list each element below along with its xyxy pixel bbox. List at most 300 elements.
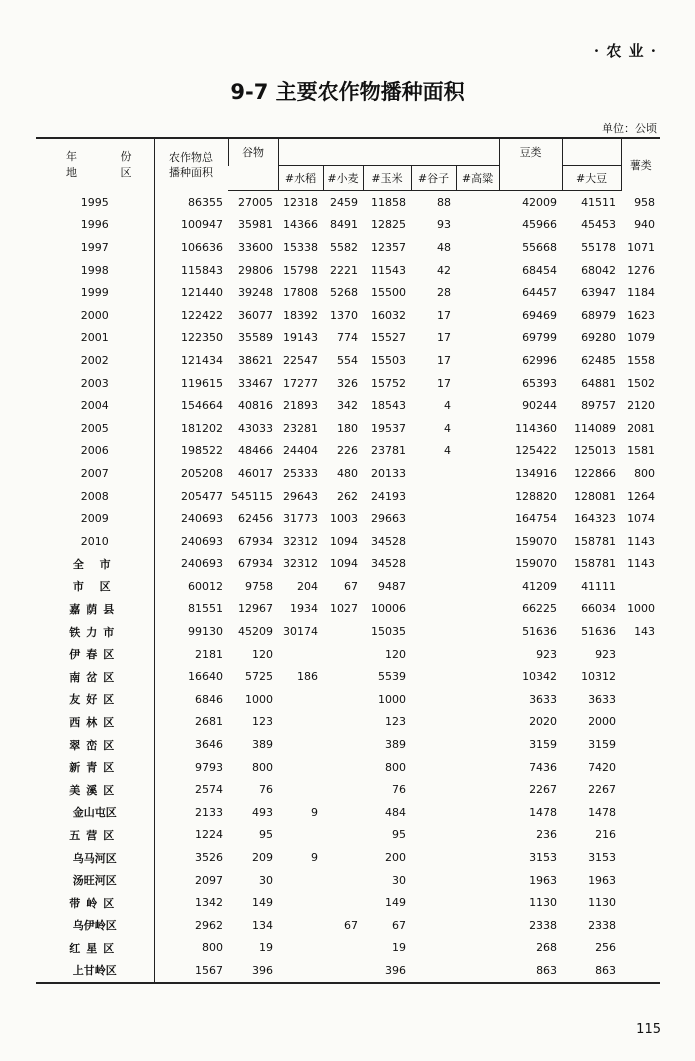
cell-beans: 51636 — [522, 625, 558, 639]
row-label: 2000 — [36, 304, 154, 327]
cell-rice: 204 — [297, 579, 318, 593]
cell-millet: 17 — [437, 308, 451, 322]
table-row — [36, 462, 660, 485]
header-region-line1: 年 份 — [66, 149, 152, 163]
cell-millet — [411, 665, 456, 688]
table-title: 9-7 主要农作物播种面积 — [230, 80, 465, 104]
cell-wheat — [323, 869, 363, 892]
cell-beans: 1478 — [529, 805, 558, 819]
table-row — [36, 778, 660, 801]
cell-millet — [411, 507, 456, 530]
cell-millet: 88 — [437, 195, 451, 209]
cell-tubers: 1581 — [627, 444, 656, 458]
cell-sorghum — [456, 394, 499, 417]
cell-soybean: 55178 — [581, 240, 617, 254]
cell-total: 86355 — [188, 195, 223, 209]
cell-wheat: 180 — [337, 421, 358, 435]
cell-rice: 21893 — [283, 399, 318, 413]
cell-sorghum — [456, 507, 499, 530]
cell-grain: 123 — [252, 715, 273, 729]
cell-corn: 15752 — [371, 376, 406, 390]
cell-grain: 545115 — [231, 489, 273, 503]
cell-millet — [411, 643, 456, 666]
header-grain-sub-spacer — [278, 138, 499, 166]
header-soybean: #大豆 — [562, 166, 621, 191]
cell-soybean: 863 — [562, 959, 621, 983]
table-row — [36, 553, 660, 576]
table-header — [36, 138, 660, 191]
cell-total: 6846 — [195, 692, 223, 706]
cell-sorghum — [456, 598, 499, 621]
table-row — [36, 846, 660, 869]
cell-beans: 863 — [499, 959, 562, 983]
cell-total: 2574 — [195, 783, 223, 797]
cell-soybean: 128081 — [574, 489, 617, 503]
cell-millet: 28 — [437, 286, 451, 300]
table-row — [36, 349, 660, 372]
cell-grain: 35589 — [238, 331, 273, 345]
cell-wheat — [323, 778, 363, 801]
cell-grain: 12967 — [238, 602, 273, 616]
cell-beans: 69799 — [522, 331, 558, 345]
row-label: 2008 — [36, 485, 154, 508]
cell-grain: 35981 — [238, 218, 273, 232]
cell-tubers: 1143 — [627, 534, 656, 548]
cell-corn: 29663 — [371, 512, 406, 526]
cell-rice: 18392 — [283, 308, 318, 322]
cell-grain: 62456 — [238, 512, 273, 526]
cell-sorghum — [456, 846, 499, 869]
cell-total: 60012 — [188, 579, 223, 593]
cell-corn: 11858 — [371, 195, 406, 209]
cell-grain: 389 — [252, 738, 273, 752]
cell-beans: 1963 — [529, 873, 558, 887]
cell-beans: 7436 — [529, 760, 558, 774]
cell-grain: 134 — [252, 918, 273, 932]
cell-grain: 67934 — [238, 557, 273, 571]
cell-corn: 19537 — [371, 421, 406, 435]
cell-wheat — [323, 801, 363, 824]
cell-beans: 236 — [536, 828, 558, 842]
cell-soybean: 66034 — [581, 602, 617, 616]
cell-wheat — [323, 688, 363, 711]
cell-beans: 65393 — [522, 376, 558, 390]
cell-wheat — [323, 891, 363, 914]
cell-soybean: 3633 — [588, 692, 617, 706]
cell-corn: 200 — [385, 851, 406, 865]
cell-tubers: 958 — [634, 195, 656, 209]
row-label: 金山屯区 — [36, 801, 154, 824]
cell-grain: 76 — [259, 783, 273, 797]
cell-corn: 20133 — [371, 466, 406, 480]
row-label: 西林区 — [36, 711, 154, 734]
table-row — [36, 236, 660, 259]
cell-rice — [278, 937, 323, 960]
cell-corn: 16032 — [371, 308, 406, 322]
cell-beans: 159070 — [515, 534, 558, 548]
cell-total: 119615 — [181, 376, 223, 390]
cell-beans: 42009 — [522, 195, 558, 209]
cell-corn: 800 — [385, 760, 406, 774]
cell-millet: 4 — [444, 444, 451, 458]
cell-tubers — [621, 937, 660, 960]
cell-beans: 64457 — [522, 286, 558, 300]
cell-tubers — [621, 959, 660, 983]
cell-grain: 30 — [259, 873, 273, 887]
cell-sorghum — [456, 801, 499, 824]
cell-wheat — [323, 665, 363, 688]
cell-rice — [278, 643, 323, 666]
cell-sorghum — [456, 485, 499, 508]
cell-total: 205477 — [181, 489, 223, 503]
cell-soybean: 2338 — [588, 918, 617, 932]
cell-sorghum — [456, 214, 499, 237]
row-label: 2006 — [36, 440, 154, 463]
row-label: 1997 — [36, 236, 154, 259]
cell-sorghum — [456, 236, 499, 259]
cell-wheat: 67 — [344, 918, 358, 932]
cell-beans: 90244 — [522, 399, 558, 413]
cell-sorghum — [456, 959, 499, 983]
cell-millet — [411, 937, 456, 960]
cell-soybean: 3159 — [588, 738, 617, 752]
cell-rice: 1934 — [290, 602, 318, 616]
cell-corn: 5539 — [378, 670, 406, 684]
cell-rice: 14366 — [283, 218, 318, 232]
cell-tubers — [621, 778, 660, 801]
cell-total: 198522 — [181, 444, 223, 458]
cell-wheat: 480 — [337, 466, 358, 480]
cell-grain: 209 — [252, 851, 273, 865]
table-row — [36, 688, 660, 711]
cell-tubers — [621, 914, 660, 937]
cell-wheat — [323, 643, 363, 666]
cell-total: 3646 — [195, 738, 223, 752]
cell-grain: 9758 — [245, 579, 273, 593]
cell-soybean: 1130 — [588, 896, 617, 910]
cell-total: 240693 — [181, 534, 223, 548]
cell-grain: 1000 — [245, 692, 273, 706]
cell-soybean: 89757 — [581, 399, 617, 413]
row-label: 1998 — [36, 259, 154, 282]
row-label: 五营区 — [36, 824, 154, 847]
cell-wheat: 2221 — [330, 263, 358, 277]
cell-sorghum — [456, 688, 499, 711]
cell-millet — [411, 711, 456, 734]
cell-soybean: 7420 — [588, 760, 617, 774]
cell-total: 115843 — [181, 263, 223, 277]
table-row — [36, 620, 660, 643]
table-row — [36, 869, 660, 892]
cell-beans: 10342 — [522, 670, 558, 684]
table-row — [36, 281, 660, 304]
cell-beans: 2338 — [529, 918, 558, 932]
cell-sorghum — [456, 756, 499, 779]
table-row — [36, 440, 660, 463]
row-label: 市 区 — [36, 575, 154, 598]
header-total — [154, 138, 228, 191]
cell-grain: 33600 — [238, 240, 273, 254]
cell-soybean: 122866 — [574, 466, 617, 480]
cell-grain: 95 — [259, 828, 273, 842]
header-grain-lower — [228, 166, 278, 191]
cell-soybean: 68979 — [581, 308, 617, 322]
row-label: 2009 — [36, 507, 154, 530]
cell-millet: 17 — [437, 376, 451, 390]
cell-millet — [411, 530, 456, 553]
cell-tubers — [621, 824, 660, 847]
cell-rice — [278, 756, 323, 779]
cell-wheat: 1094 — [330, 557, 358, 571]
cell-tubers — [621, 869, 660, 892]
cell-rice: 22547 — [283, 353, 318, 367]
cell-tubers: 1264 — [627, 489, 656, 503]
header-beans-lower — [499, 166, 562, 191]
cell-soybean: 158781 — [574, 557, 617, 571]
row-label: 铁力市 — [36, 620, 154, 643]
cell-beans: 164754 — [515, 512, 558, 526]
cell-rice — [278, 824, 323, 847]
cell-total: 81551 — [188, 602, 223, 616]
cell-soybean: 41111 — [581, 579, 617, 593]
header-corn: #玉米 — [363, 166, 411, 191]
cell-sorghum — [456, 914, 499, 937]
row-label: 2002 — [36, 349, 154, 372]
cell-rice: 32312 — [283, 534, 318, 548]
cell-wheat — [323, 959, 363, 983]
cell-grain: 493 — [252, 805, 273, 819]
cell-wheat — [323, 846, 363, 869]
cell-beans: 923 — [536, 647, 558, 661]
cell-total: 181202 — [181, 421, 223, 435]
cell-soybean: 256 — [595, 941, 617, 955]
cell-total: 99130 — [188, 625, 223, 639]
cell-tubers: 1074 — [627, 512, 656, 526]
cell-rice: 24404 — [283, 444, 318, 458]
table-row — [36, 327, 660, 350]
cell-grain: 39248 — [238, 286, 273, 300]
header-wheat: #小麦 — [323, 166, 363, 191]
header-total-line1: 农作物总 — [169, 150, 213, 164]
table-row — [36, 733, 660, 756]
cell-tubers — [621, 688, 660, 711]
cell-grain: 33467 — [238, 376, 273, 390]
cell-wheat: 326 — [337, 376, 358, 390]
header-total-line2: 播种面积 — [169, 165, 213, 179]
cell-corn: 484 — [385, 805, 406, 819]
cell-total: 2962 — [195, 918, 223, 932]
cell-sorghum — [456, 304, 499, 327]
row-label: 2001 — [36, 327, 154, 350]
row-label: 1995 — [36, 191, 154, 214]
crop-area-table — [36, 137, 660, 984]
cell-soybean: 10312 — [581, 670, 617, 684]
cell-grain: 46017 — [238, 466, 273, 480]
row-label: 2005 — [36, 417, 154, 440]
cell-tubers: 1184 — [627, 286, 656, 300]
cell-total: 106636 — [181, 240, 223, 254]
cell-sorghum — [456, 191, 499, 214]
cell-grain: 67934 — [238, 534, 273, 548]
cell-corn: 23781 — [371, 444, 406, 458]
cell-tubers — [621, 756, 660, 779]
row-label: 上甘岭区 — [36, 959, 154, 983]
cell-corn: 15035 — [371, 625, 406, 639]
cell-rice: 31773 — [283, 512, 318, 526]
cell-corn: 389 — [385, 738, 406, 752]
table-row — [36, 530, 660, 553]
cell-soybean: 216 — [595, 828, 617, 842]
cell-wheat: 5268 — [330, 286, 358, 300]
cell-corn: 123 — [385, 715, 406, 729]
cell-corn: 15500 — [371, 286, 406, 300]
cell-millet: 93 — [437, 218, 451, 232]
cell-wheat: 342 — [337, 399, 358, 413]
cell-corn: 9487 — [378, 579, 406, 593]
cell-beans: 114360 — [515, 421, 558, 435]
cell-millet — [411, 959, 456, 983]
cell-tubers: 1079 — [627, 331, 656, 345]
cell-millet — [411, 485, 456, 508]
cell-wheat: 774 — [337, 331, 358, 345]
table-row — [36, 259, 660, 282]
cell-grain: 40816 — [238, 399, 273, 413]
cell-total: 122350 — [181, 331, 223, 345]
cell-rice — [278, 711, 323, 734]
row-label: 2003 — [36, 372, 154, 395]
cell-tubers: 2081 — [627, 421, 656, 435]
cell-beans: 159070 — [515, 557, 558, 571]
cell-sorghum — [456, 733, 499, 756]
cell-beans: 128820 — [515, 489, 558, 503]
cell-rice — [278, 959, 323, 983]
cell-rice: 25333 — [283, 466, 318, 480]
header-region-line2: 地 区 — [66, 165, 152, 179]
cell-corn: 19 — [392, 941, 406, 955]
cell-tubers: 2120 — [627, 399, 656, 413]
cell-corn: 11543 — [371, 263, 406, 277]
cell-total: 9793 — [195, 760, 223, 774]
cell-grain: 38621 — [238, 353, 273, 367]
table-row — [36, 665, 660, 688]
cell-tubers: 1276 — [627, 263, 656, 277]
cell-total: 1342 — [195, 896, 223, 910]
cell-total: 2097 — [195, 873, 223, 887]
row-label: 乌马河区 — [36, 846, 154, 869]
cell-corn: 95 — [392, 828, 406, 842]
table-row — [36, 801, 660, 824]
cell-soybean: 2267 — [588, 783, 617, 797]
cell-rice: 19143 — [283, 331, 318, 345]
cell-sorghum — [456, 281, 499, 304]
cell-grain: 19 — [259, 941, 273, 955]
cell-wheat — [323, 756, 363, 779]
cell-millet: 17 — [437, 331, 451, 345]
cell-beans: 55668 — [522, 240, 558, 254]
cell-corn: 149 — [385, 896, 406, 910]
cell-wheat: 1094 — [330, 534, 358, 548]
cell-rice: 17277 — [283, 376, 318, 390]
cell-grain: 5725 — [245, 670, 273, 684]
cell-corn: 120 — [385, 647, 406, 661]
cell-total: 3526 — [195, 851, 223, 865]
cell-millet — [411, 778, 456, 801]
cell-tubers: 143 — [634, 625, 656, 639]
table-row — [36, 891, 660, 914]
cell-rice: 30174 — [283, 625, 318, 639]
cell-tubers — [621, 711, 660, 734]
cell-corn: 24193 — [371, 489, 406, 503]
cell-millet — [411, 733, 456, 756]
row-label: 美溪区 — [36, 778, 154, 801]
cell-sorghum — [456, 620, 499, 643]
cell-grain: 48466 — [238, 444, 273, 458]
cell-corn: 76 — [392, 783, 406, 797]
cell-total: 240693 — [181, 557, 223, 571]
cell-beans: 3153 — [529, 851, 558, 865]
cell-corn: 18543 — [371, 399, 406, 413]
cell-total: 2681 — [195, 715, 223, 729]
cell-wheat: 8491 — [330, 218, 358, 232]
cell-total: 2133 — [195, 805, 223, 819]
cell-grain: 27005 — [238, 195, 273, 209]
cell-beans: 134916 — [515, 466, 558, 480]
cell-sorghum — [456, 778, 499, 801]
table-row — [36, 417, 660, 440]
table-body — [36, 191, 660, 983]
cell-wheat: 5582 — [330, 240, 358, 254]
cell-sorghum — [456, 937, 499, 960]
cell-beans: 268 — [536, 941, 558, 955]
cell-tubers: 1143 — [627, 557, 656, 571]
cell-millet — [411, 756, 456, 779]
row-label: 2004 — [36, 394, 154, 417]
cell-beans: 68454 — [522, 263, 558, 277]
cell-millet: 42 — [437, 263, 451, 277]
row-label: 伊春区 — [36, 643, 154, 666]
cell-millet — [411, 914, 456, 937]
cell-grain: 149 — [252, 896, 273, 910]
cell-soybean: 923 — [595, 647, 617, 661]
cell-soybean: 114089 — [574, 421, 617, 435]
cell-total: 800 — [202, 941, 223, 955]
cell-total: 205208 — [181, 466, 223, 480]
cell-millet — [411, 846, 456, 869]
cell-wheat: 2459 — [330, 195, 358, 209]
cell-sorghum — [456, 349, 499, 372]
cell-millet — [411, 598, 456, 621]
cell-grain: 120 — [252, 647, 273, 661]
cell-soybean: 69280 — [581, 331, 617, 345]
cell-tubers: 1623 — [627, 308, 656, 322]
cell-total: 121434 — [181, 353, 223, 367]
cell-millet — [411, 801, 456, 824]
cell-millet — [411, 824, 456, 847]
cell-tubers: 1502 — [627, 376, 656, 390]
cell-rice: 12318 — [283, 195, 318, 209]
row-label: 乌伊岭区 — [36, 914, 154, 937]
cell-wheat: 1027 — [330, 602, 358, 616]
cell-soybean: 125013 — [574, 444, 617, 458]
cell-sorghum — [456, 327, 499, 350]
cell-beans: 62996 — [522, 353, 558, 367]
cell-grain: 396 — [228, 959, 278, 983]
table-row — [36, 507, 660, 530]
cell-sorghum — [456, 530, 499, 553]
cell-tubers — [621, 846, 660, 869]
cell-corn: 396 — [363, 959, 411, 983]
cell-soybean: 2000 — [588, 715, 617, 729]
